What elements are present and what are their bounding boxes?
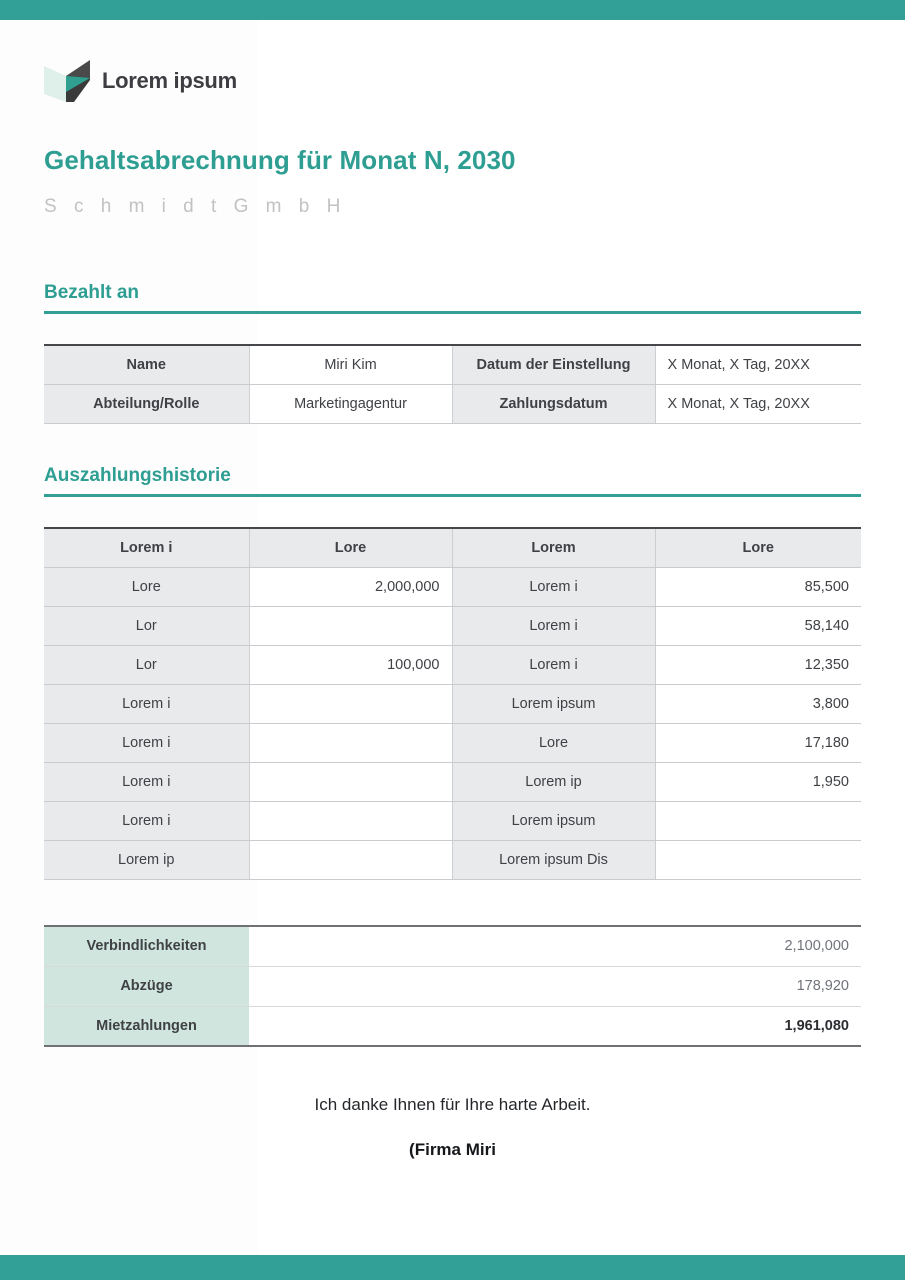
history-column-header: Lore <box>249 528 452 567</box>
summary-label: Abzüge <box>44 966 249 1006</box>
paid-to-value-hiredate: X Monat, X Tag, 20XX <box>655 345 861 384</box>
table-row <box>44 684 861 723</box>
history-cell-amount: 12,350 <box>655 645 861 684</box>
history-cell-amount <box>249 840 452 879</box>
paid-to-table-wrap <box>44 344 861 424</box>
history-cell-label: Lor <box>44 645 249 684</box>
summary-table <box>44 925 861 1047</box>
history-cell-label: Lorem i <box>452 567 655 606</box>
company-name: S c h m i d t G m b H <box>44 196 347 217</box>
page-title: Gehaltsabrechnung für Monat N, 2030 <box>44 145 516 175</box>
top-accent-bar <box>0 0 905 20</box>
history-table-wrap <box>44 527 861 880</box>
history-cell-amount: 3,800 <box>655 684 861 723</box>
footer-signature: (Firma Miri <box>409 1140 496 1159</box>
history-column-header: Lore <box>655 528 861 567</box>
paid-to-label-hiredate: Datum der Einstellung <box>452 345 655 384</box>
paid-to-label-department: Abteilung/Rolle <box>44 384 249 423</box>
history-cell-label: Lorem i <box>44 762 249 801</box>
paid-to-title: Bezahlt an <box>44 282 140 303</box>
paid-to-label-paydate: Zahlungsdatum <box>452 384 655 423</box>
brand-logo <box>44 60 237 102</box>
history-cell-label: Lorem i <box>44 723 249 762</box>
history-cell-label: Lore <box>452 723 655 762</box>
summary-row <box>44 1006 861 1046</box>
footer-thanks: Ich danke Ihnen für Ihre harte Arbeit. <box>314 1095 591 1114</box>
table-row <box>44 345 861 384</box>
history-cell-label: Lorem ipsum <box>452 684 655 723</box>
history-cell-amount <box>249 606 452 645</box>
history-cell-amount <box>655 840 861 879</box>
history-cell-label: Lorem ip <box>44 840 249 879</box>
paid-to-value-name: Miri Kim <box>249 345 452 384</box>
summary-label: Verbindlichkeiten <box>44 926 249 966</box>
paid-to-value-paydate: X Monat, X Tag, 20XX <box>655 384 861 423</box>
history-cell-amount: 17,180 <box>655 723 861 762</box>
history-column-header: Lorem i <box>44 528 249 567</box>
table-row <box>44 645 861 684</box>
history-cell-amount: 58,140 <box>655 606 861 645</box>
paid-to-section-header <box>44 282 861 314</box>
paid-to-table <box>44 344 861 424</box>
summary-value: 2,100,000 <box>249 926 861 966</box>
bottom-accent-bar <box>0 1255 905 1280</box>
table-row <box>44 723 861 762</box>
history-title: Auszahlungshistorie <box>44 465 231 486</box>
history-cell-label: Lor <box>44 606 249 645</box>
history-cell-label: Lorem i <box>44 801 249 840</box>
history-cell-amount: 85,500 <box>655 567 861 606</box>
table-row <box>44 384 861 423</box>
history-cell-label: Lorem ip <box>452 762 655 801</box>
summary-label: Mietzahlungen <box>44 1006 249 1046</box>
history-cell-label: Lorem ipsum Dis <box>452 840 655 879</box>
summary-value: 1,961,080 <box>249 1006 861 1046</box>
history-table <box>44 527 861 880</box>
history-cell-label: Lorem i <box>44 684 249 723</box>
history-section-header <box>44 465 861 497</box>
paid-to-value-department: Marketingagentur <box>249 384 452 423</box>
summary-table-wrap <box>44 925 861 1047</box>
table-row <box>44 567 861 606</box>
history-cell-amount: 2,000,000 <box>249 567 452 606</box>
history-cell-label: Lorem ipsum <box>452 801 655 840</box>
paid-to-label-name: Name <box>44 345 249 384</box>
table-row <box>44 801 861 840</box>
summary-row <box>44 966 861 1006</box>
history-cell-label: Lore <box>44 567 249 606</box>
history-cell-label: Lorem i <box>452 606 655 645</box>
history-divider <box>44 494 861 497</box>
history-cell-amount <box>249 801 452 840</box>
history-cell-amount: 1,950 <box>655 762 861 801</box>
summary-row <box>44 926 861 966</box>
history-cell-amount <box>655 801 861 840</box>
paid-to-divider <box>44 311 861 314</box>
history-column-header: Lorem <box>452 528 655 567</box>
table-row <box>44 762 861 801</box>
history-cell-label: Lorem i <box>452 645 655 684</box>
table-row <box>44 606 861 645</box>
summary-value: 178,920 <box>249 966 861 1006</box>
folded-card-logo-icon <box>44 60 90 102</box>
history-header-row <box>44 528 861 567</box>
history-cell-amount: 100,000 <box>249 645 452 684</box>
history-cell-amount <box>249 762 452 801</box>
history-cell-amount <box>249 723 452 762</box>
brand-name: Lorem ipsum <box>102 68 237 93</box>
history-cell-amount <box>249 684 452 723</box>
table-row <box>44 840 861 879</box>
